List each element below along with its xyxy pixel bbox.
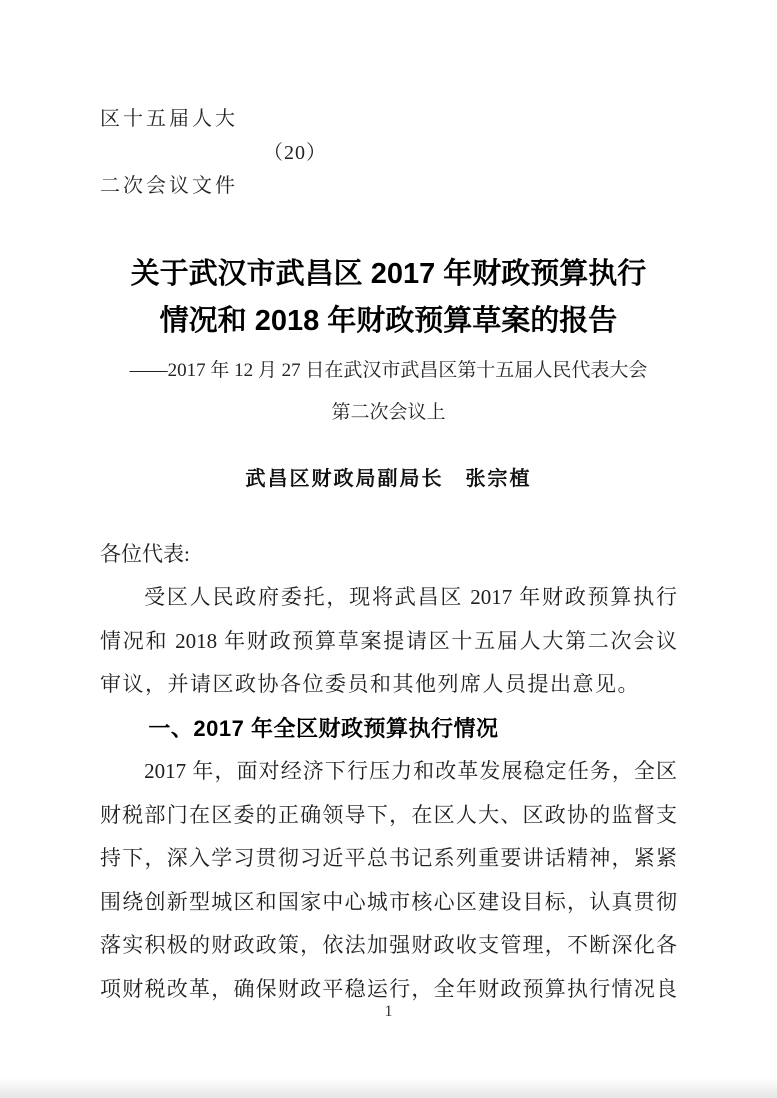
- subtitle-line-1: ——2017 年 12 月 27 日在武汉市武昌区第十五届人民代表大会: [129, 359, 648, 381]
- title-line-1: 关于武汉市武昌区 2017 年财政预算执行: [130, 257, 647, 290]
- doc-number-line-1: 区十五届人大: [100, 108, 238, 130]
- document-subtitle: [100, 350, 677, 434]
- paragraph-2-line-1: 2017 年，面对经济下行压力和改革发展稳定任务，全区: [144, 759, 677, 783]
- greeting-line: 各位代表:: [100, 541, 190, 566]
- doc-number-value: （20）: [263, 141, 327, 164]
- paragraph-2-line-2: 财税部门在区委的正确领导下，在区人大、区政协的监督支: [100, 802, 677, 827]
- document-title: [100, 251, 677, 345]
- paragraph-1-line-3: 审议，并请区政协各位委员和其他列席人员提出意见。: [100, 672, 640, 696]
- paragraph-2-line-6: 项财税改革，确保财政平稳运行，全年财政预算执行情况良: [100, 976, 677, 1001]
- paragraph-2: [100, 750, 677, 1011]
- title-line-2: 情况和 2018 年财政预算草案的报告: [159, 304, 618, 337]
- document-body: [100, 533, 677, 1012]
- paragraph-1-line-1: 受区人民政府委托，现将武昌区 2017 年财政预算执行: [144, 585, 677, 609]
- page-content: [100, 0, 677, 1011]
- paragraph-1: [100, 576, 677, 707]
- page-number: 1: [384, 1003, 393, 1020]
- doc-number-block: [100, 0, 677, 204]
- paragraph-2-line-4: 围绕创新型城区和国家中心城市核心区建设目标，认真贯彻: [100, 889, 677, 914]
- scan-shadow: [0, 1078, 777, 1098]
- paragraph-1-line-2: 情况和 2018 年财政预算草案提请区十五届人大第二次会议: [100, 628, 677, 653]
- subtitle-line-2: 第二次会议上: [331, 401, 446, 423]
- author-line: 武昌区财政局副局长 张宗植: [245, 467, 532, 490]
- paragraph-2-line-3: 持下，深入学习贯彻习近平总书记系列重要讲话精神，紧紧: [100, 846, 677, 870]
- section-1-heading: 一、2017 年全区财政预算执行情况: [148, 715, 499, 741]
- paragraph-2-line-5: 落实积极的财政政策，依法加强财政收支管理，不断深化各: [100, 933, 677, 957]
- doc-number-line-3: 二次会议文件: [100, 175, 238, 197]
